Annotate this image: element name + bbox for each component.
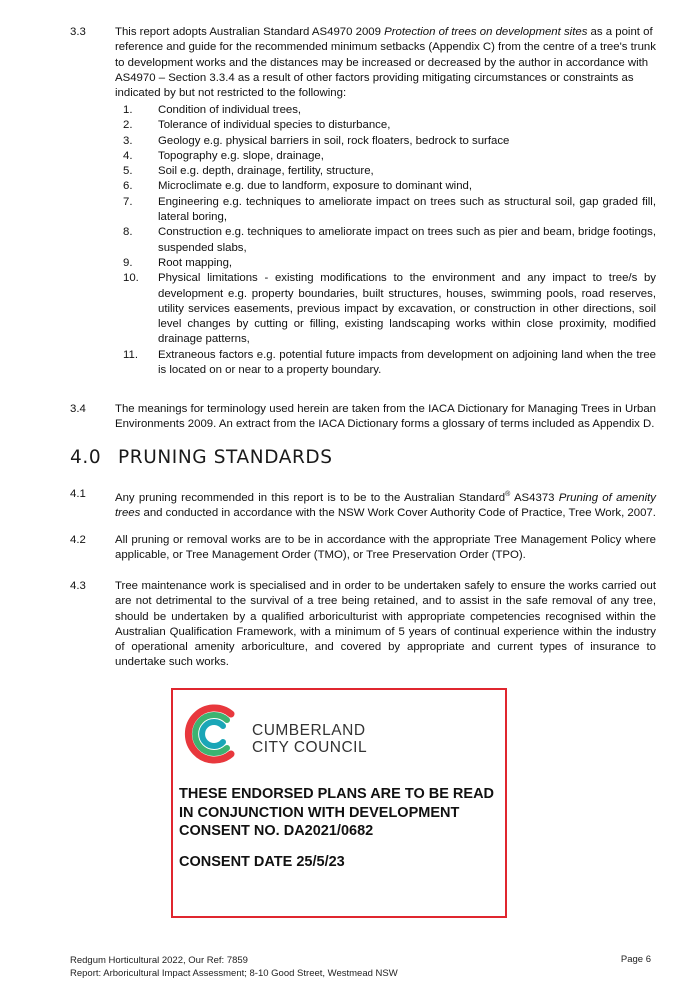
item-number: 11. (123, 348, 138, 361)
item-text: Engineering e.g. techniques to ameliorate impact on trees such as structural soil, gap graded fill, lateral boring, (158, 195, 656, 224)
item-number: 4. (123, 149, 133, 162)
text-run: AS4373 (510, 491, 559, 504)
list-item (115, 179, 656, 194)
intro-line-4: AS4970 – Section 3.3.4 as a result of other factors providing mitigating circumstances or constraints as (115, 71, 634, 84)
council-name-line: CITY COUNCIL (252, 739, 368, 756)
item-number: 10. (123, 272, 139, 285)
council-endorsement-stamp (171, 688, 507, 918)
section-number: 4.3 (70, 580, 86, 592)
section-number: 4.2 (70, 534, 86, 546)
section-number: 3.3 (70, 26, 86, 38)
cumberland-c-logo-icon (177, 698, 249, 770)
item-text: Topography e.g. slope, drainage, (158, 149, 324, 162)
item-number: 6. (123, 180, 133, 193)
footer-line: Redgum Horticultural 2022, Our Ref: 7859 (70, 955, 248, 966)
standard-title: Pruning of amenity trees (115, 491, 656, 520)
page-number: Page 6 (620, 954, 651, 965)
standard-title: Protection of trees on development sites (384, 26, 588, 38)
message-line: CONSENT NO. DA2021/0682 (179, 823, 374, 839)
factors-list (115, 103, 656, 378)
item-text: Root mapping, (158, 256, 233, 269)
item-number: 9. (123, 256, 133, 269)
heading-title: PRUNING STANDARDS (118, 447, 333, 468)
intro-text: as a point of (587, 26, 653, 38)
message-line: IN CONJUNCTION WITH DEVELOPMENT (179, 804, 460, 821)
message-line: THESE ENDORSED PLANS ARE TO BE READ (179, 786, 495, 802)
item-number: 2. (123, 119, 133, 132)
intro-line-5: indicated by but not restricted to the following: (115, 87, 347, 100)
section-text: Tree maintenance work is specialised and in order to be undertaken safely to ensure the works carried out are not detrimental to the survival of a tree being retained, and to assist in the safe removal of any tree, should be undertaken by a qualified arboriculturist with appropriate competencies recognised within the Australian Qualification Framework, with a minimum of 5 years of continual experience within the industry of operational amenity arboriculture, and covered by appropriate and current types of insurance to undertake such works. (115, 580, 656, 669)
registered-mark: ® (505, 491, 511, 498)
list-item (115, 256, 656, 271)
section-text (115, 487, 656, 521)
intro-text: This report adopts Australian Standard AS4970 2009 (115, 26, 385, 38)
section-3-3-intro (115, 25, 656, 101)
text-run: and conducted in accordance with the NSW Work Cover Authority Code of Practice, Tree Work, 2007. (140, 507, 656, 520)
item-number: 3. (123, 134, 133, 147)
intro-line-2: reference and guide for the recommended minimum setbacks (Appendix C) from the centre of a tree's trunk (115, 41, 656, 54)
item-text: Geology e.g. physical barriers in soil, rock floaters, bedrock to surface (158, 134, 510, 147)
council-name-line: CUMBERLAND (252, 722, 366, 739)
item-number: 8. (123, 226, 133, 239)
text-run: Any pruning recommended in this report is to be to the Australian Standard (115, 491, 506, 504)
list-item (115, 118, 656, 133)
endorsement-message (179, 785, 494, 841)
item-text: Condition of individual trees, (158, 104, 302, 116)
footer-line: Report: Arboricultural Impact Assessment; 8-10 Good Street, Westmead NSW (70, 968, 398, 979)
list-item (115, 348, 656, 379)
list-item (115, 164, 656, 179)
section-heading (70, 447, 333, 468)
list-item (115, 195, 656, 226)
section-number: 4.1 (70, 488, 86, 500)
heading-number: 4.0 (70, 447, 102, 468)
item-number: 1. (123, 104, 133, 116)
item-text: Microclimate e.g. due to landform, exposure to dominant wind, (158, 180, 473, 193)
list-item (115, 225, 656, 256)
page-footer (70, 954, 398, 980)
item-number: 7. (123, 195, 133, 208)
list-item (115, 134, 656, 149)
intro-line-3: to development works and the distances may be increased or decreased by the author in accordance with (115, 56, 649, 69)
list-item (115, 149, 656, 164)
item-number: 5. (123, 165, 133, 178)
intro-line-1 (115, 25, 656, 40)
item-text: Extraneous factors e.g. potential future impacts from development on adjoining land when the tree is located on or near to a property boundary. (158, 348, 656, 377)
consent-date: CONSENT DATE 25/5/23 (179, 854, 345, 870)
council-name (252, 722, 367, 756)
section-number: 3.4 (70, 403, 86, 415)
list-item (115, 103, 656, 118)
section-text: All pruning or removal works are to be in accordance with the appropriate Tree Management Policy where applicable, or Tree Management Order (TMO), or Tree Preservation Order (TPO). (115, 534, 656, 562)
item-text: Physical limitations - existing modifications to the environment and any impact to tree/s by development e.g. property boundaries, built structures, houses, swimming pools, road reserves, utility services easements, previous impact by excavation, or construction in other directions, soil level changes by cutting or filling, existing landscaping works within close proximity, modified drainage patterns, (158, 272, 656, 346)
section-text: The meanings for terminology used herein are taken from the IACA Dictionary for Managing Trees in Urban Environments 2009. An extract from the IACA Dictionary forms a glossary of terms included as Appendix D. (115, 403, 656, 431)
item-text: Construction e.g. techniques to ameliorate impact on trees such as pier and beam, bridge footings, suspended slabs, (158, 226, 656, 254)
item-text: Tolerance of individual species to disturbance, (158, 119, 391, 132)
list-item (115, 271, 656, 347)
item-text: Soil e.g. depth, drainage, fertility, structure, (158, 165, 374, 178)
